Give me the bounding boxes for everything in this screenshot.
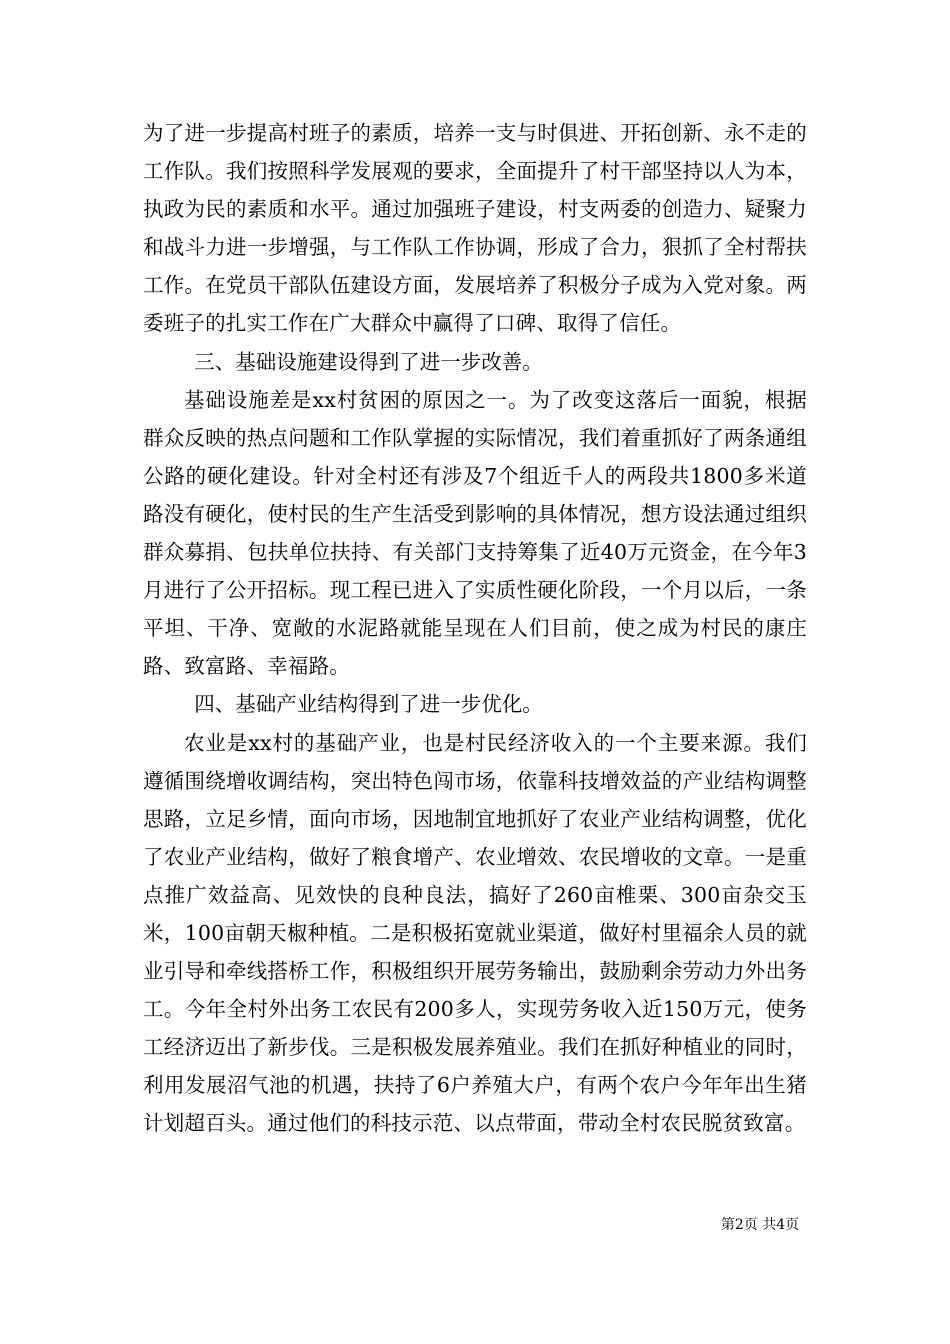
section-heading-industry: 四、基础产业结构得到了进一步优化。 (194, 692, 543, 717)
page-number-footer: 第2页 共4页 (720, 1217, 800, 1233)
paragraph-industry: 农业是xx村的基础产业，也是村民经济收入的一个主要来源。我们遵循围绕增收调结构，突出特色闯市场，依靠科技增效益的产业结构调整思路，立足乡情，面向市场，因地制宜地抓好了农业产业结构调整，优化了农业产业结构，做好了粮食增产、农业增效、农民增收的文章。一是重点推广效益高、见效快的良种良法，搞好了260亩椎栗、300亩杂交玉米，100亩朝天椒种植。二是积极拓宽就业渠道，做好村里福余人员的就业引导和牵线搭桥工作，积极组织开展劳务输出，鼓励剩余劳动力外出务工。今年全村外出务工农民有200多人，实现劳务收入近150万元，使务工经济迈出了新步伐。三是积极发展养殖业。我们在抓好种植业的同时，利用发展沼气池的机遇，扶持了6户养殖大户，有两个农户今年年出生猪计划超百头。通过他们的科技示范、以点带面，带动全村农民脱贫致富。 (143, 730, 807, 1136)
paragraph-team-building: 为了进一步提高村班子的素质，培养一支与时俱进、开拓创新、永不走的工作队。我们按照科学发展观的要求，全面提升了村干部坚持以人为本，执政为民的素质和水平。通过加强班子建设，村支两委的创造力、疑聚力和战斗力进一步增强，与工作队工作协调，形成了合力，狠抓了全村帮扶工作。在党员干部队伍建设方面，发展培养了积极分子成为入党对象。两委班子的扎实工作在广大群众中赢得了口碑、取得了信任。 (143, 121, 807, 336)
section-heading-infrastructure: 三、基础设施建设得到了进一步改善。 (194, 349, 543, 374)
paragraph-infrastructure: 基础设施差是xx村贫困的原因之一。为了改变这落后一面貌，根据群众反映的热点问题和工作队掌握的实际情况，我们着重抓好了两条通组公路的硬化建设。针对全村还有涉及7个组近千人的两段共1800多米道路没有硬化，使村民的生产生活受到影响的具体情况，想方设法通过组织群众募捐、包扶单位扶持、有关部门支持筹集了近40万元资金，在今年3月进行了公开招标。现工程已进入了实质性硬化阶段，一个月以后，一条平坦、干净、宽敞的水泥路就能呈现在人们目前，使之成为村民的康庄路、致富路、幸福路。 (143, 387, 807, 679)
document-body (143, 114, 807, 1143)
